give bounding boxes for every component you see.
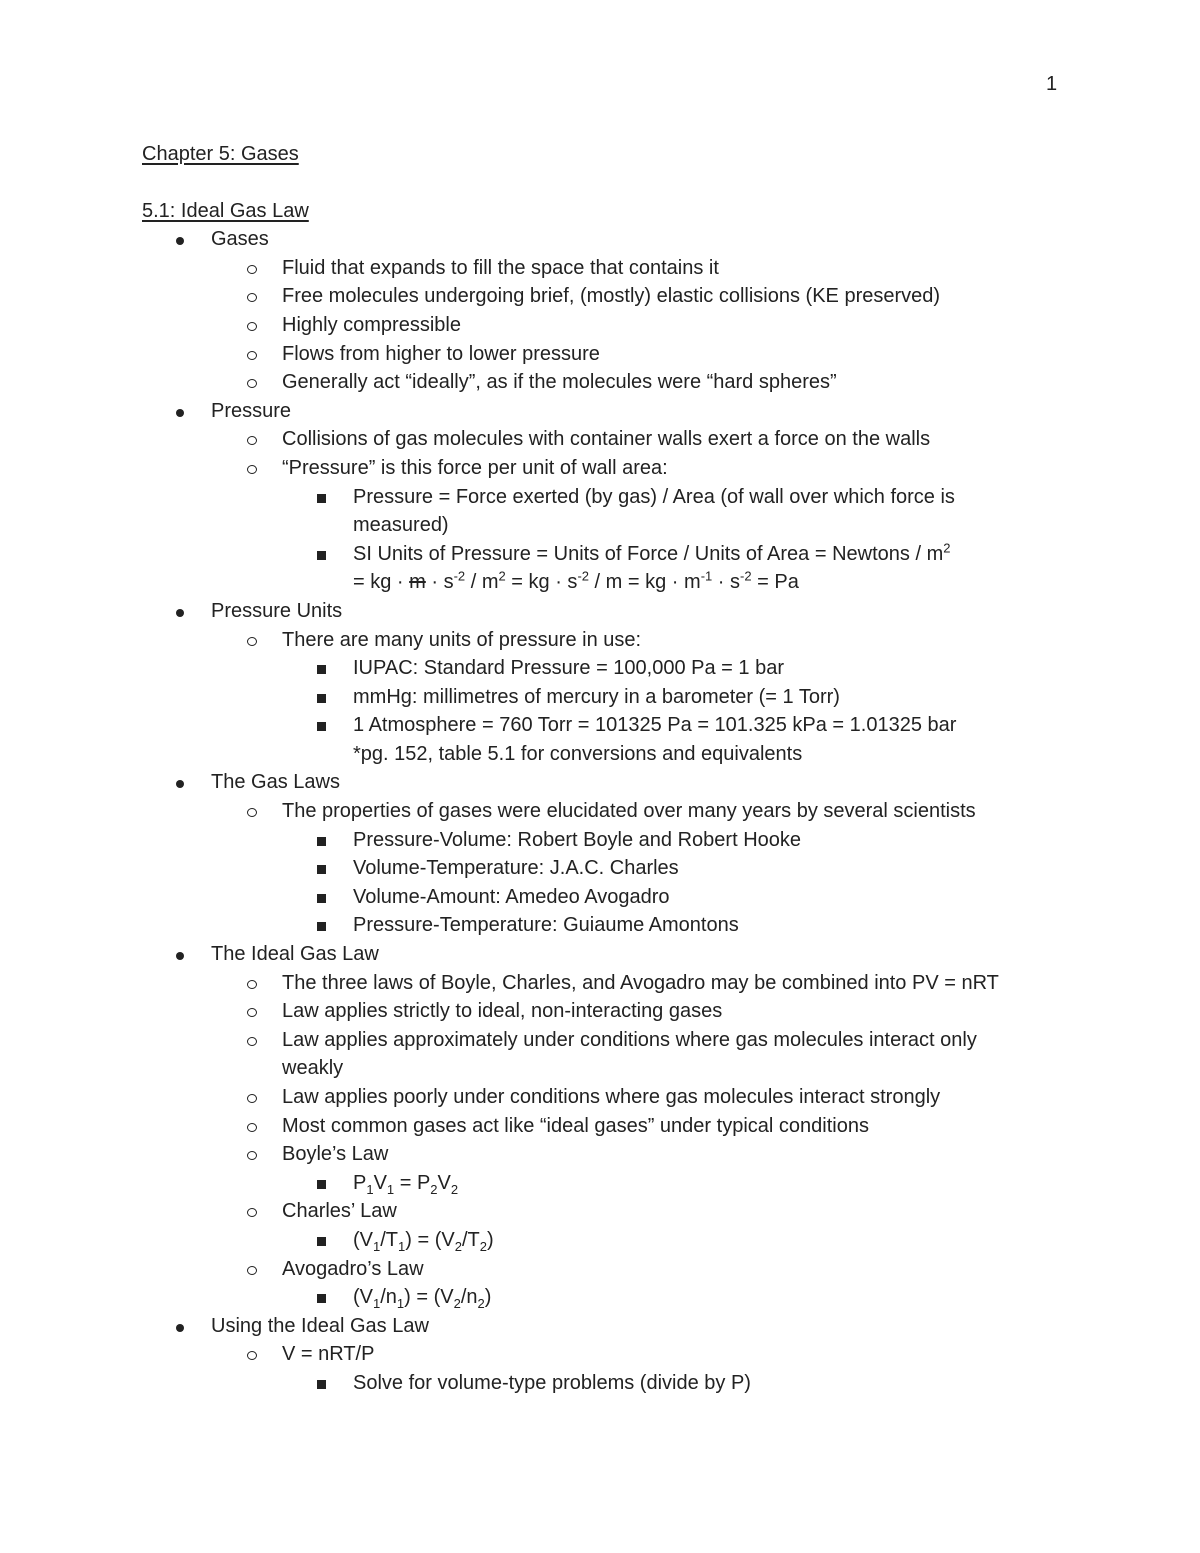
square-bullet-icon bbox=[317, 1369, 326, 1398]
circle-bullet-icon bbox=[247, 797, 257, 826]
avogadro-equation: $(V_1/n_1) = (V_2/n_2)$ bbox=[142, 1283, 1082, 1312]
bullet-icon bbox=[176, 597, 184, 626]
continuation-line: measured) bbox=[353, 514, 449, 537]
chapter-title: Chapter 5: Gases bbox=[142, 143, 299, 165]
square-bullet-icon bbox=[317, 683, 326, 712]
square-bullet-icon bbox=[317, 1169, 326, 1198]
bullet-icon bbox=[176, 397, 184, 426]
square-bullet-icon bbox=[317, 911, 326, 940]
circle-bullet-icon bbox=[247, 368, 257, 397]
circle-bullet-icon bbox=[247, 626, 257, 655]
sub-bullet-item: There are many units of pressure in use: bbox=[142, 626, 1082, 655]
continuation-line: *pg. 152, table 5.1 for conversions and equivalents bbox=[353, 742, 803, 765]
sub-bullet-item: Most common gases act like “ideal gases” under typical conditions bbox=[142, 1112, 1082, 1141]
circle-bullet-icon bbox=[247, 969, 257, 998]
circle-bullet-icon bbox=[247, 311, 257, 340]
square-bullet-item: 1 Atmosphere = 760 Torr = 101325 Pa = 101.325 kPa = 1.01325 bar bbox=[142, 711, 1082, 740]
square-bullet-icon bbox=[317, 1226, 326, 1255]
sub-bullet-item: Generally act “ideally”, as if the molecules were “hard spheres” bbox=[142, 368, 1082, 397]
square-bullet-icon bbox=[317, 540, 326, 569]
charles-equation: $(V_1/T_1) = (V_2/T_2)$ bbox=[142, 1226, 1082, 1255]
bullet-icon bbox=[176, 225, 184, 254]
square-bullet-item: mmHg: millimetres of mercury in a barometer (= 1 Torr) bbox=[142, 683, 1082, 712]
sub-bullet-item: Collisions of gas molecules with container walls exert a force on the walls bbox=[142, 425, 1082, 454]
sub-bullet-item: Free molecules undergoing brief, (mostly) elastic collisions (KE preserved) bbox=[142, 282, 1082, 311]
sub-bullet-item: Flows from higher to lower pressure bbox=[142, 340, 1082, 369]
sub-bullet-item: The three laws of Boyle, Charles, and Avogadro may be combined into PV = nRT bbox=[142, 969, 1082, 998]
si-units-formula: = kg · $m \cdot s^{-2} / m^2$ = kg · $s^{-2}$ / m = kg · $m^{-1} \cdot s^{-2} = Pa$ bbox=[353, 568, 799, 594]
circle-bullet-icon bbox=[247, 997, 257, 1026]
square-bullet-icon bbox=[317, 826, 326, 855]
boyle-equation: $P_1V_1 = P_2V_2$ bbox=[142, 1169, 1082, 1198]
sub-bullet-item: Law applies approximately under conditions where gas molecules interact only bbox=[142, 1026, 1082, 1055]
circle-bullet-icon bbox=[247, 1026, 257, 1055]
sub-bullet-item: Charles’ Law bbox=[142, 1197, 1082, 1226]
square-bullet-icon bbox=[317, 1283, 326, 1312]
square-bullet-item: Volume-Amount: Amedeo Avogadro bbox=[142, 883, 1082, 912]
square-bullet-item: Solve for volume-type problems (divide by P) bbox=[142, 1369, 1082, 1398]
continuation-line: weakly bbox=[282, 1057, 344, 1080]
square-bullet-icon bbox=[317, 711, 326, 740]
square-bullet-item: IUPAC: Standard Pressure = 100,000 Pa = 1 bar bbox=[142, 654, 1082, 683]
circle-bullet-icon bbox=[247, 282, 257, 311]
sub-bullet-item: Fluid that expands to fill the space that contains it bbox=[142, 254, 1082, 283]
sub-bullet-item: V = nRT/P bbox=[142, 1340, 1082, 1369]
sub-bullet-item: “Pressure” is this force per unit of wall area: bbox=[142, 454, 1082, 483]
circle-bullet-icon bbox=[247, 1340, 257, 1369]
circle-bullet-icon bbox=[247, 254, 257, 283]
sub-bullet-item: Boyle’s Law bbox=[142, 1140, 1082, 1169]
square-bullet-item: Pressure-Temperature: Guiaume Amontons bbox=[142, 911, 1082, 940]
square-bullet-icon bbox=[317, 483, 326, 512]
sub-bullet-item: Highly compressible bbox=[142, 311, 1082, 340]
square-bullet-icon bbox=[317, 883, 326, 912]
square-bullet-item: SI Units of Pressure = Units of Force / Units of Area = Newtons / $m^2$ bbox=[142, 540, 1082, 569]
bullet-icon bbox=[176, 940, 184, 969]
square-bullet-icon bbox=[317, 854, 326, 883]
square-bullet-item: Pressure = Force exerted (by gas) / Area (of wall over which force is bbox=[142, 483, 1082, 512]
circle-bullet-icon bbox=[247, 1083, 257, 1112]
section-title: 5.1: Ideal Gas Law bbox=[142, 199, 309, 222]
circle-bullet-icon bbox=[247, 454, 257, 483]
square-bullet-item: Pressure-Volume: Robert Boyle and Robert Hooke bbox=[142, 826, 1082, 855]
bullet-item: The Gas Laws bbox=[142, 768, 1082, 797]
page-number: 1 bbox=[1046, 73, 1058, 95]
circle-bullet-icon bbox=[247, 425, 257, 454]
sub-bullet-item: Law applies poorly under conditions where gas molecules interact strongly bbox=[142, 1083, 1082, 1112]
square-bullet-icon bbox=[317, 654, 326, 683]
struck-unit: m bbox=[409, 571, 426, 594]
circle-bullet-icon bbox=[247, 1140, 257, 1169]
document-body bbox=[142, 140, 1082, 1398]
bullet-item: The Ideal Gas Law bbox=[142, 940, 1082, 969]
circle-bullet-icon bbox=[247, 340, 257, 369]
bullet-icon bbox=[176, 1312, 184, 1341]
sub-bullet-item: Law applies strictly to ideal, non-interacting gases bbox=[142, 997, 1082, 1026]
circle-bullet-icon bbox=[247, 1255, 257, 1284]
sub-bullet-item: Avogadro’s Law bbox=[142, 1255, 1082, 1284]
bullet-item: Pressure Units bbox=[142, 597, 1082, 626]
bullet-item: Gases bbox=[142, 225, 1082, 254]
sub-bullet-item: The properties of gases were elucidated over many years by several scientists bbox=[142, 797, 1082, 826]
circle-bullet-icon bbox=[247, 1197, 257, 1226]
square-bullet-item: Volume-Temperature: J.A.C. Charles bbox=[142, 854, 1082, 883]
circle-bullet-icon bbox=[247, 1112, 257, 1141]
bullet-item: Using the Ideal Gas Law bbox=[142, 1312, 1082, 1341]
bullet-icon bbox=[176, 768, 184, 797]
bullet-item: Pressure bbox=[142, 397, 1082, 426]
